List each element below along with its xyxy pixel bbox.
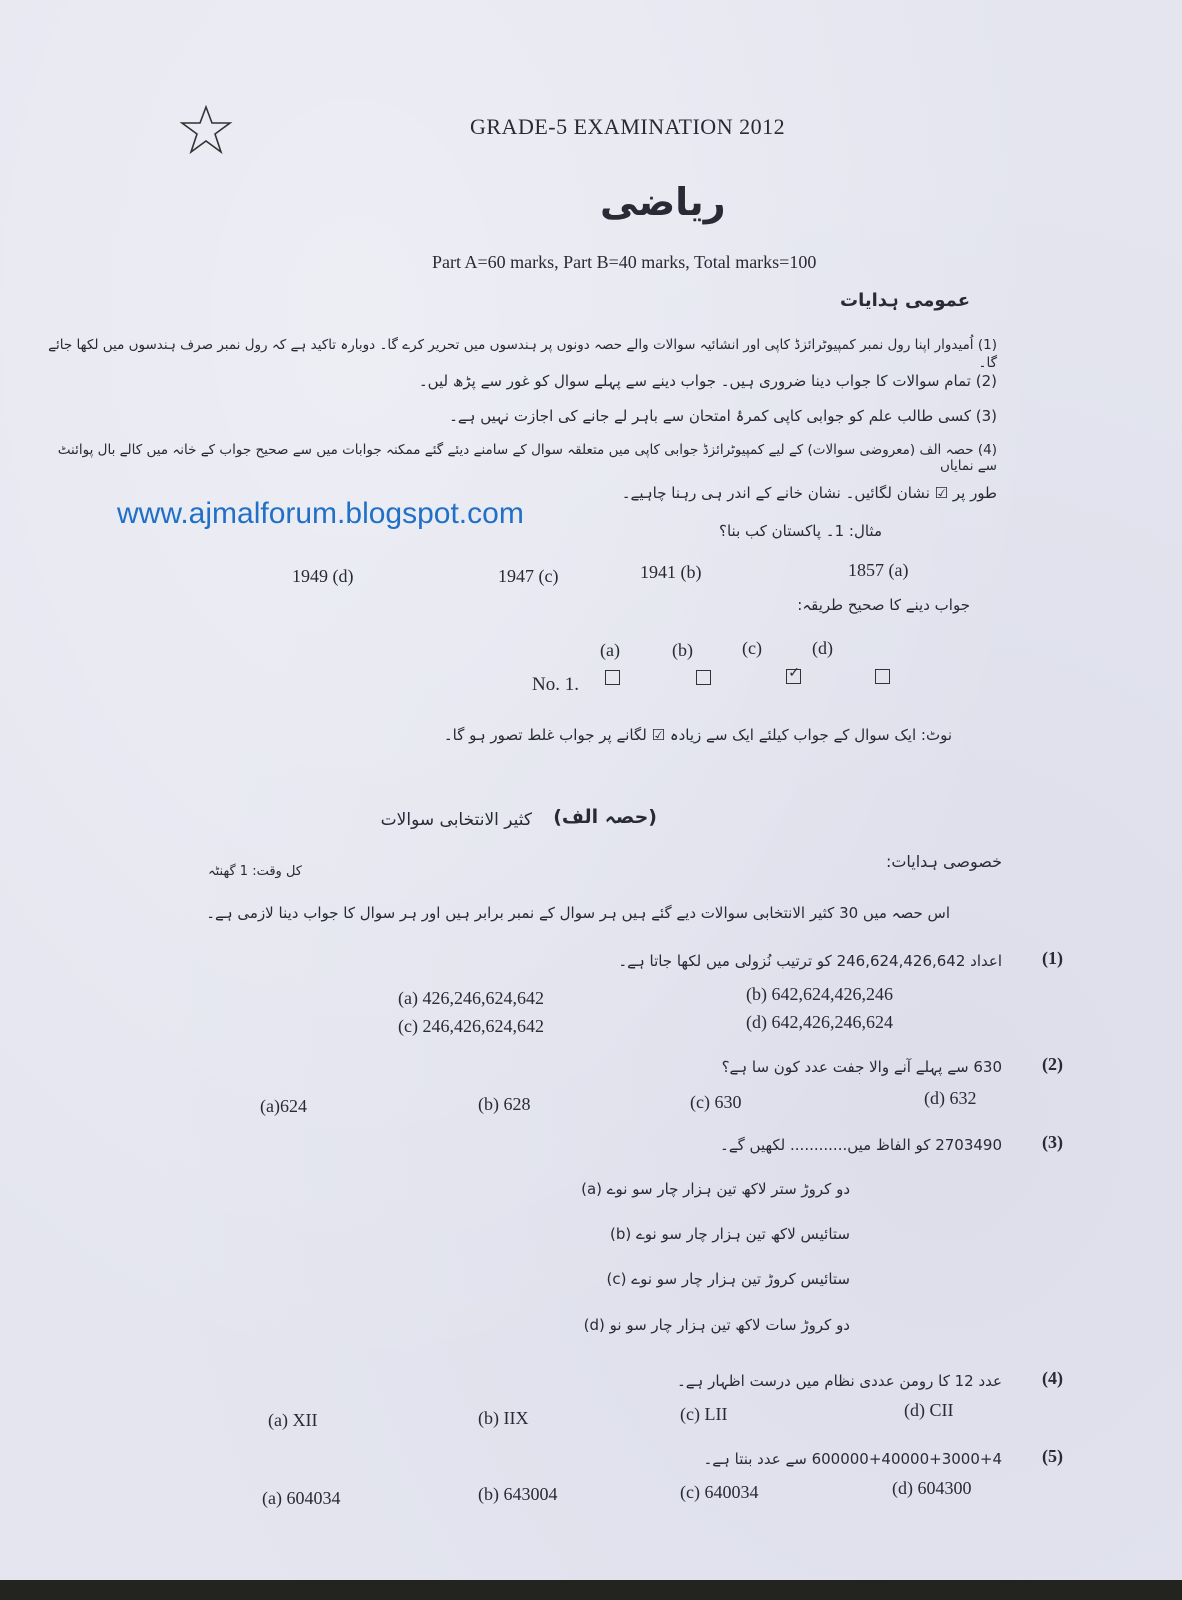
answer-option: (c) 246,426,624,642 [398, 1016, 544, 1036]
example-option: 1941 (b) [640, 562, 702, 582]
choice-letter: (c) [742, 638, 762, 658]
answer-option: (b) ستائیس لاکھ تین ہزار چار سو نوے [610, 1225, 850, 1243]
row-label: No. 1. [532, 674, 579, 695]
question-number: (2) [1042, 1054, 1063, 1074]
question-text: 600000+40000+3000+4 سے عدد بنتا ہے۔ [703, 1450, 1002, 1468]
answer-option: (b) 643004 [478, 1484, 558, 1504]
choice-letter: (b) [672, 640, 693, 660]
answer-box[interactable] [605, 670, 620, 685]
subject-title: ریاضی [600, 180, 726, 224]
answer-option: (c) ستائیس کروڑ تین ہزار چار سو نوے [606, 1270, 850, 1288]
instruction-item: (1) اُمیدوار اپنا رول نمبر کمپیوٹرائزڈ کاپی اور انشائیہ سوالات والے حصہ دونوں پر ہندسوں میں تحریر کرے گا۔ دوبارہ تاکید ہے کہ رول نمبر صرف ہندسوں میں لکھا جائے گا۔ [48, 337, 997, 371]
example-question: مثال: 1۔ پاکستان کب بنا؟ [719, 522, 882, 540]
question-number: (4) [1042, 1368, 1063, 1388]
instruction-item: طور پر ☑ نشان لگائیں۔ نشان خانے کے اندر ہی رہنا چاہیے۔ [621, 484, 997, 502]
question-text: 630 سے پہلے آنے والا جفت عدد کون سا ہے؟ [721, 1058, 1002, 1076]
question-text: عدد 12 کا رومن عددی نظام میں درست اظہار ہے۔ [676, 1372, 1002, 1390]
question-text: اعداد 246,624,426,642 کو ترتیب نُزولی میں لکھا جاتا ہے۔ [618, 952, 1002, 970]
section-instruction: اس حصہ میں 30 کثیر الانتخابی سوالات دیے گئے ہیں ہر سوال کے نمبر برابر ہیں اور ہر سوال کا جواب دینا لازمی ہے۔ [206, 904, 950, 922]
marks-line: Part A=60 marks, Part B=40 marks, Total marks=100 [432, 252, 817, 272]
instruction-item: (3) کسی طالب علم کو جوابی کاپی کمرۂ امتحان سے باہر لے جانے کی اجازت نہیں ہے۔ [449, 407, 997, 425]
answer-option: (a)624 [260, 1096, 307, 1116]
answer-option: (b) 642,624,426,246 [746, 984, 893, 1004]
answer-option: (c) 630 [690, 1092, 742, 1112]
question-number: (5) [1042, 1446, 1063, 1466]
answer-option: (c) 640034 [680, 1482, 759, 1502]
answer-option: (d) CII [904, 1400, 954, 1420]
total-time: کل وقت: 1 گھنٹہ [208, 864, 302, 879]
example-option: 1857 (a) [848, 560, 909, 580]
example-option: 1949 (d) [292, 566, 354, 586]
watermark-link[interactable]: www.ajmalforum.blogspot.com [117, 497, 524, 530]
instruction-item: (2) تمام سوالات کا جواب دینا ضروری ہیں۔ جواب دینے سے پہلے سوال کو غور سے پڑھ لیں۔ [418, 372, 997, 390]
answer-method-label: جواب دینے کا صحیح طریقہ: [797, 596, 970, 614]
question-text: 2703490 کو الفاظ میں............ لکھیں گے۔ [720, 1136, 1002, 1154]
answer-option: (d) 642,426,246,624 [746, 1012, 893, 1032]
answer-option: (a) 426,246,624,642 [398, 988, 544, 1008]
instruction-item: (4) حصہ الف (معروضی سوالات) کے لیے کمپیوٹرائزڈ جوابی کاپی میں متعلقہ سوال کے سامنے دیئے گئے ممکنہ جوابات میں سے صحیح جواب کے خانہ میں کالے بال پوائنٹ سے نمایاں [57, 442, 997, 474]
answer-option: (a) دو کروڑ ستر لاکھ تین ہزار چار سو نوے [581, 1180, 850, 1198]
answer-option: (b) 628 [478, 1094, 531, 1114]
answer-option: (a) 604034 [262, 1488, 341, 1508]
question-number: (3) [1042, 1132, 1063, 1152]
section-title: (حصہ الف) [553, 806, 657, 828]
answer-option: (d) 632 [924, 1088, 977, 1108]
answer-option: (d) دو کروڑ سات لاکھ تین ہزار چار سو نو [583, 1316, 850, 1334]
star-icon [178, 104, 234, 156]
answer-option: (a) XII [268, 1410, 318, 1430]
general-instructions-heading: عمومی ہدایات [840, 290, 970, 311]
special-instructions-heading: خصوصی ہدایات: [885, 852, 1002, 871]
answer-option: (b) IIX [478, 1408, 529, 1428]
question-number: (1) [1042, 948, 1063, 968]
choice-letter: (a) [600, 640, 620, 660]
note: نوٹ: ایک سوال کے جواب کیلئے ایک سے زیادہ ☑ لگانے پر جواب غلط تصور ہو گا۔ [443, 726, 952, 744]
answer-box[interactable] [696, 670, 711, 685]
scan-edge [0, 1580, 1182, 1600]
choice-letter: (d) [812, 638, 833, 658]
answer-option: (c) LII [680, 1404, 728, 1424]
section-subtitle: کثیر الانتخابی سوالات [380, 810, 532, 830]
answer-option: (d) 604300 [892, 1478, 972, 1498]
answer-box[interactable] [875, 669, 890, 684]
example-option: 1947 (c) [498, 566, 559, 586]
answer-box-checked[interactable] [786, 669, 801, 684]
exam-title: GRADE-5 EXAMINATION 2012 [470, 114, 786, 139]
